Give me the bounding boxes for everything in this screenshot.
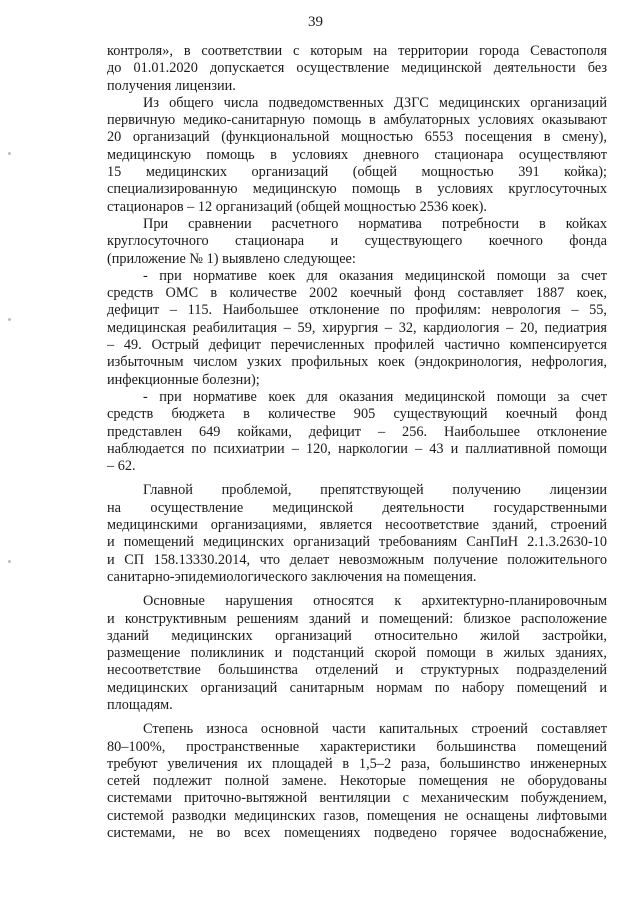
- paragraph: [107, 95, 607, 216]
- text-line: средств ОМС в количестве 2002 коечный фонд составляет 1887 коек,: [107, 285, 607, 302]
- text-line: - при нормативе коек для оказания медицинской помощи за счет: [143, 388, 607, 405]
- paragraph: [107, 268, 607, 389]
- text-line: представлен 649 койками, дефицит – 256. Наибольшее отклонение: [107, 423, 607, 440]
- text-line: (приложение № 1) выявлено следующее:: [107, 250, 356, 267]
- text-line: – 49. Острый дефицит перечисленных профилей частично компенсируется: [107, 337, 607, 354]
- text-line: Степень износа основной части капитальных строений составляет: [143, 721, 607, 738]
- document-body: [107, 43, 607, 842]
- text-line: системами приточно-вытяжной вентиляции с механическим побуждением,: [107, 790, 607, 807]
- text-line: системой разводки медицинских газов, помещения не оснащены лифтовыми: [107, 807, 607, 824]
- text-line: средств бюджета в количестве 905 существующий коечный фонд: [107, 406, 607, 423]
- text-line: и СП 158.13330.2014, что делает невозможным получение положительного: [107, 551, 607, 568]
- text-line: и помещений медицинских организаций требованиям СанПиН 2.1.3.2630-10: [107, 534, 607, 551]
- text-line: требуют увеличения их площадей в 1,5–2 раза, большинство инженерных: [107, 755, 607, 772]
- text-line: первичную медико-санитарную помощь в амбулаторных условиях оказывают: [107, 112, 607, 129]
- text-line: 15 медицинских организаций (общей мощностью 391 койка);: [107, 164, 607, 181]
- text-line: Главной проблемой, препятствующей получению лицензии: [143, 482, 607, 499]
- text-line: медицинскими организациями, является несоответствие зданий, строений: [107, 517, 607, 534]
- text-line: до 01.01.2020 допускается осуществление медицинской деятельности без: [107, 60, 607, 77]
- text-line: круглосуточного стационара и существующего коечного фонда: [107, 233, 607, 250]
- text-line: избыточным числом узких профильных коек (эндокринология, нефрология,: [107, 354, 607, 371]
- text-line: наблюдается по психиатрии – 120, наркологии – 43 и паллиативной помощи: [107, 440, 607, 457]
- text-line: размещение поликлиник и подстанций скорой помощи в жилых зданиях,: [107, 645, 607, 662]
- scan-mark: [8, 560, 11, 563]
- paragraph: [107, 482, 607, 586]
- paragraph: [107, 593, 607, 714]
- text-line: 80–100%, пространственные характеристики большинства помещений: [107, 738, 607, 755]
- page-number: 39: [308, 14, 323, 30]
- text-line: инфекционные болезни);: [107, 371, 260, 388]
- text-line: на осуществление медицинской деятельности государственными: [107, 499, 607, 516]
- text-line: санитарно-эпидемиологического заключения на помещения.: [107, 568, 477, 585]
- scan-mark: [8, 318, 11, 321]
- text-line: стационаров – 12 организаций (общей мощностью 2536 коек).: [107, 198, 487, 215]
- text-line: дефицит – 115. Наибольшее отклонение по профилям: неврология – 55,: [107, 302, 607, 319]
- text-line: медицинская реабилитация – 59, хирургия – 32, кардиология – 20, педиатрия: [107, 319, 607, 336]
- text-line: площадям.: [107, 696, 173, 713]
- text-line: получения лицензии.: [107, 77, 236, 94]
- text-line: медицинскую помощь в условиях дневного стационара осуществляют: [107, 146, 607, 163]
- text-line: Основные нарушения относятся к архитектурно-планировочным: [143, 593, 607, 610]
- paragraph: [107, 721, 607, 842]
- paragraph: [107, 43, 607, 95]
- paragraph: [107, 389, 607, 475]
- text-line: и конструктивным решениям зданий и помещений: близкое расположение: [107, 610, 607, 627]
- text-line: 20 организаций (функциональной мощностью 6553 посещения в смену),: [107, 129, 607, 146]
- paragraph: [107, 216, 607, 268]
- text-line: зданий медицинских организаций относительно жилой застройки,: [107, 627, 607, 644]
- text-line: несоответствие большинства отделений и структурных подразделений: [107, 662, 607, 679]
- scan-mark: [8, 152, 11, 155]
- text-line: специализированную медицинскую помощь в условиях круглосуточных: [107, 181, 607, 198]
- text-line: медицинских организаций санитарным нормам по набору помещений и: [107, 679, 607, 696]
- text-line: системами, не во всех помещениях подведено горячее водоснабжение,: [107, 825, 607, 842]
- text-line: Из общего числа подведомственных ДЗГС медицинских организаций: [143, 94, 607, 111]
- text-line: При сравнении расчетного норматива потребности в койках: [143, 215, 607, 232]
- text-line: – 62.: [107, 458, 136, 475]
- text-line: сетей подлежит полной замене. Некоторые помещения не оборудованы: [107, 773, 607, 790]
- text-line: контроля», в соответствии с которым на территории города Севастополя: [107, 43, 607, 59]
- text-line: - при нормативе коек для оказания медицинской помощи за счет: [143, 267, 607, 284]
